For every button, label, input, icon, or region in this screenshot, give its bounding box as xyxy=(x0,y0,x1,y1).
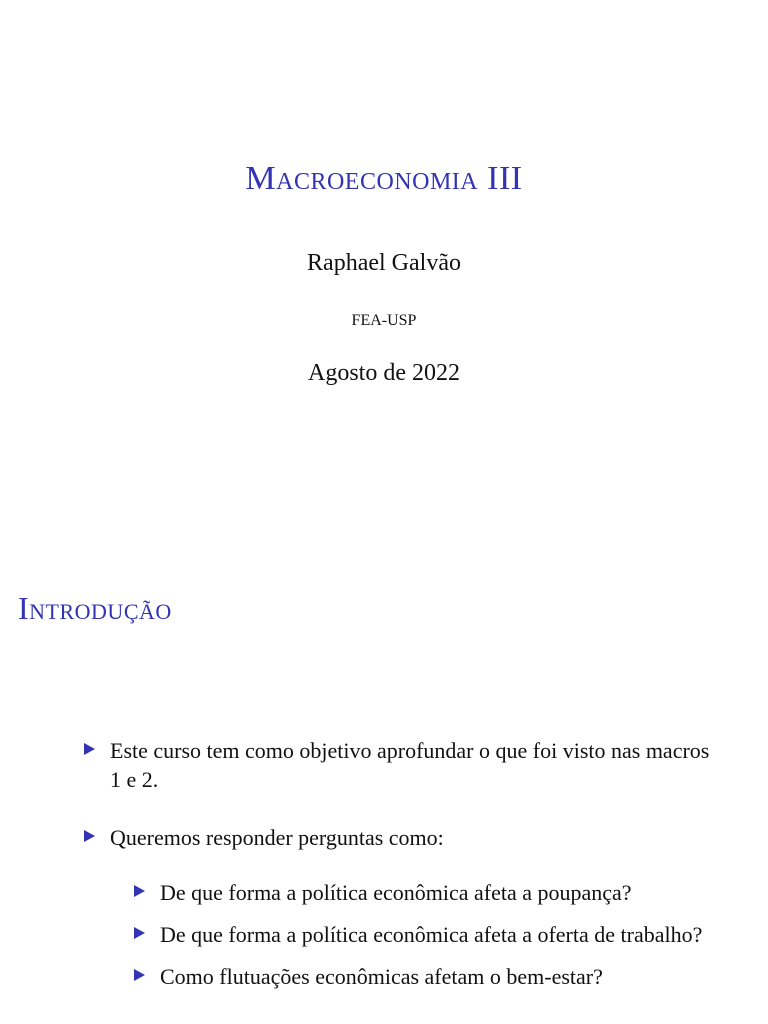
sub-bullet-text: De que forma a política econômica afeta a poupança? xyxy=(160,880,632,905)
triangle-right-icon xyxy=(134,969,145,981)
presentation-date: Agosto de 2022 xyxy=(308,360,460,386)
introduction-slide xyxy=(0,560,768,1024)
sub-bullet-text: De que forma a política econômica afeta a oferta de trabalho? xyxy=(160,922,703,947)
triangle-right-icon xyxy=(84,830,95,842)
institution-name: FEA-USP xyxy=(351,312,417,329)
bullet-text: Queremos responder perguntas como: xyxy=(110,825,444,850)
sub-bullet-text: Como flutuações econômicas afetam o bem-estar? xyxy=(160,964,603,989)
slide-title: Introdução xyxy=(18,590,172,626)
triangle-right-icon xyxy=(84,743,95,755)
sub-bullet-item xyxy=(132,962,722,991)
bullet-item xyxy=(82,823,722,991)
bullet-list xyxy=(82,736,722,991)
bullet-item xyxy=(82,736,722,794)
triangle-right-icon xyxy=(134,927,145,939)
sub-bullet-item xyxy=(132,920,722,949)
sub-bullet-item xyxy=(132,878,722,907)
sub-bullet-list xyxy=(110,878,722,991)
bullet-text: Este curso tem como objetivo aprofundar o que foi visto nas macros 1 e 2. xyxy=(110,738,710,792)
presentation-title: Macroeconomia III xyxy=(245,160,523,197)
author-name: Raphael Galvão xyxy=(307,250,461,276)
triangle-right-icon xyxy=(134,885,145,897)
